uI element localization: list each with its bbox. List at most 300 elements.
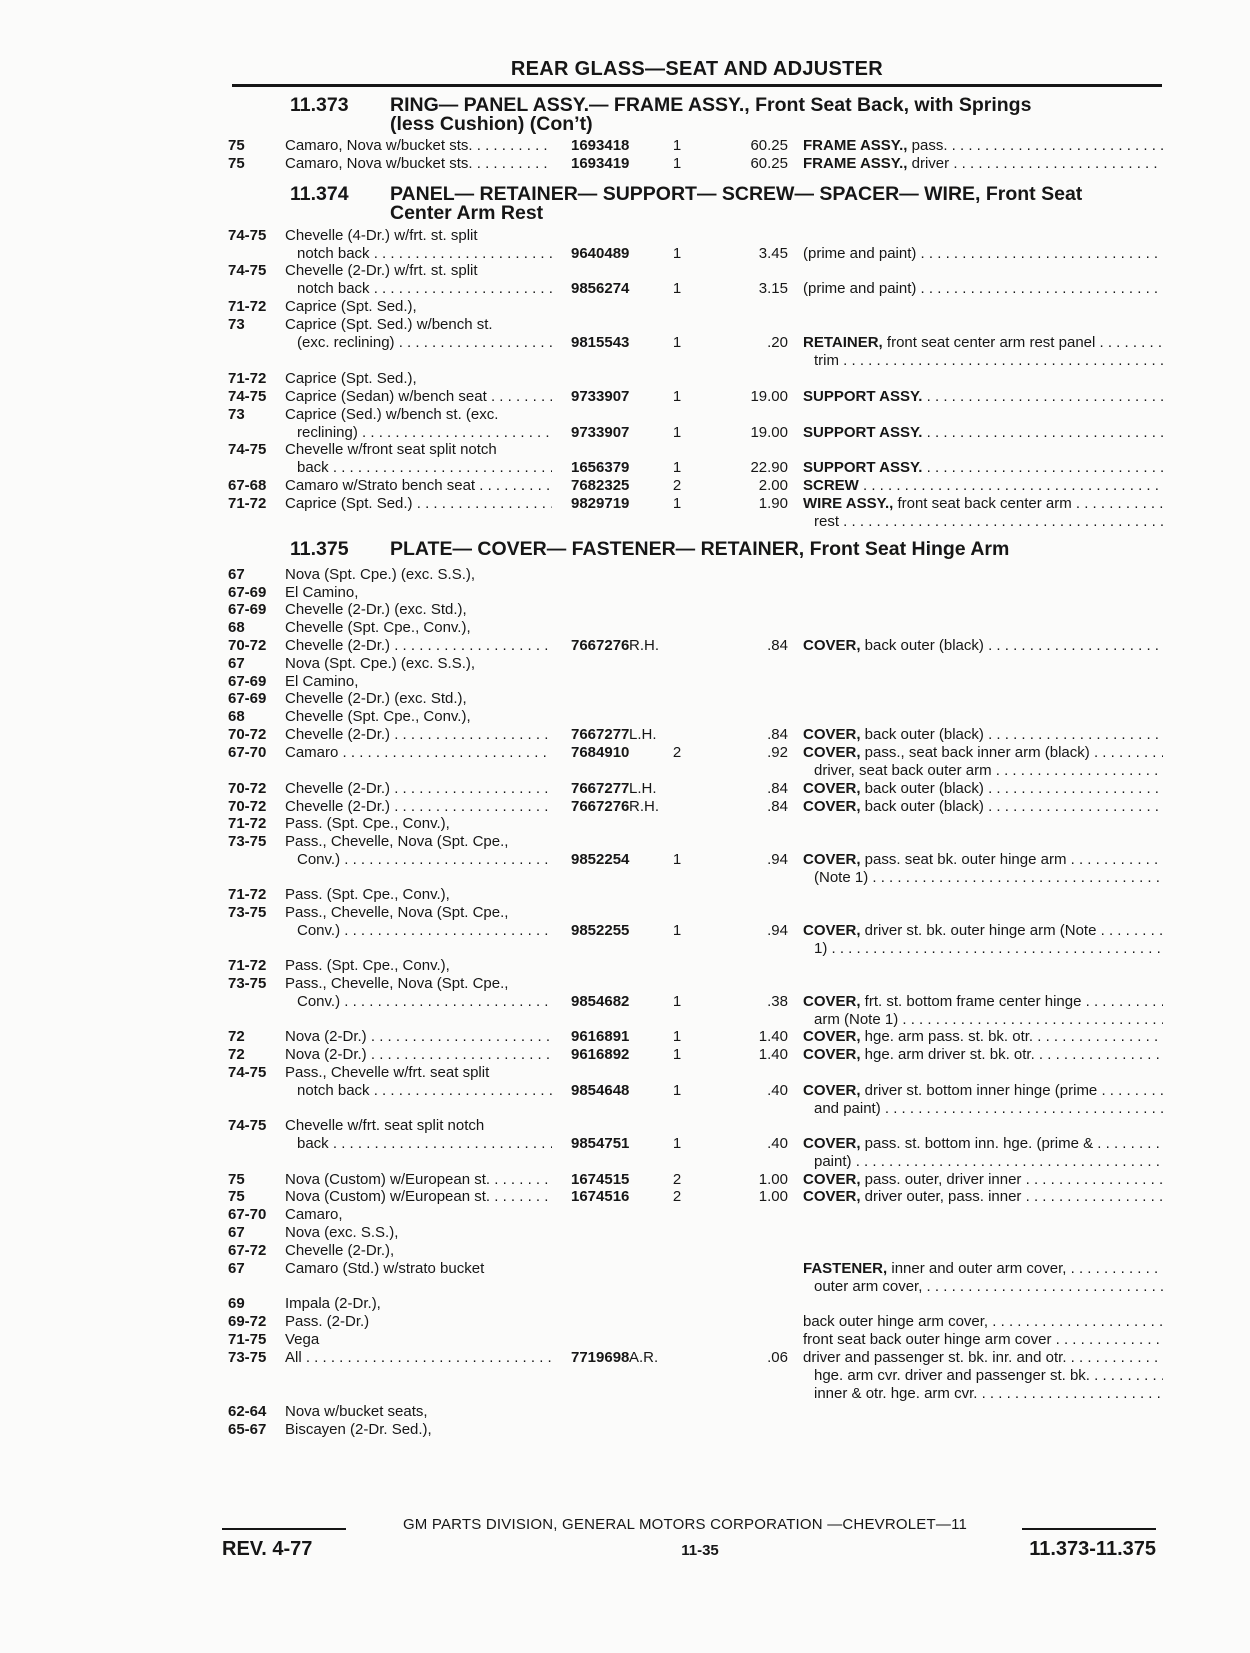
- section-heading: [290, 185, 1170, 223]
- part-detail: pass. seat bk. outer hinge arm: [860, 851, 1067, 868]
- price: 19.00: [750, 388, 788, 405]
- section-number: 11.373: [290, 94, 349, 116]
- part-description: [803, 1313, 1163, 1331]
- page-number: 11-35: [681, 1542, 719, 1559]
- table-row: [228, 1367, 1163, 1387]
- price: 3.15: [758, 280, 788, 297]
- model-year: 62-64: [228, 1403, 267, 1420]
- footer-rule-left: [222, 1528, 346, 1530]
- table-row: [228, 833, 1163, 853]
- model-description: Chevelle (2-Dr.) w/frt. st. split: [285, 262, 478, 279]
- model-year: 67-69: [228, 601, 267, 618]
- footer-rule-right: [1022, 1528, 1156, 1530]
- section-title: RING— PANEL ASSY.— FRAME ASSY., Front Seat Back, with Springs: [390, 94, 1032, 116]
- part-name: SUPPORT ASSY.: [803, 424, 923, 441]
- part-detail: hge. arm pass. st. bk. otr.: [860, 1028, 1034, 1045]
- model-description: Camaro, Nova w/bucket sts. . . .: [285, 155, 552, 173]
- model-description: El Camino,: [285, 673, 359, 690]
- table-row: [228, 1153, 1163, 1173]
- section-title-cont: Center Arm Rest: [390, 202, 544, 224]
- table-row: [228, 227, 1163, 247]
- part-number: 9815543: [571, 334, 630, 351]
- quantity: 1: [672, 1082, 682, 1099]
- model-description: Camaro w/Strato bench seat . . .: [285, 477, 552, 495]
- table-row: [228, 459, 1163, 479]
- model-description: Chevelle (4-Dr.) w/frt. st. split: [285, 227, 478, 244]
- part-description: [803, 744, 1163, 762]
- section-number: 11.375: [290, 538, 349, 560]
- part-name: COVER,: [803, 1046, 861, 1063]
- part-description: [803, 137, 1163, 155]
- model-year: 67: [228, 566, 245, 583]
- model-description: Nova (Spt. Cpe.) (exc. S.S.),: [285, 655, 476, 672]
- model-description: Pass. (Spt. Cpe., Conv.),: [285, 815, 450, 832]
- model-year: 74-75: [228, 388, 267, 405]
- quantity: 1: [672, 495, 682, 512]
- part-description: [803, 637, 1163, 655]
- part-number: 9854682: [571, 993, 630, 1010]
- quantity: 1: [672, 137, 682, 154]
- model-year: 69: [228, 1295, 245, 1312]
- part-number: 9829719: [571, 495, 630, 512]
- price: .92: [767, 744, 788, 761]
- price: .84: [767, 798, 788, 815]
- table-row: [228, 1082, 1163, 1102]
- part-detail: (Note 1): [814, 869, 869, 886]
- model-description: notch back . . .: [297, 280, 552, 298]
- part-number: 1693419: [571, 155, 630, 172]
- model-year: 65-67: [228, 1421, 267, 1438]
- model-year: 67-69: [228, 584, 267, 601]
- table-row: [228, 298, 1163, 318]
- part-detail: back outer (black): [860, 798, 984, 815]
- part-name: COVER,: [803, 744, 861, 761]
- part-detail: back outer (black): [860, 726, 984, 743]
- price: .84: [767, 780, 788, 797]
- model-description: back . . .: [297, 459, 552, 477]
- model-description: Caprice (Spt. Sed.) . . .: [285, 495, 552, 513]
- part-number: 1674515: [571, 1171, 630, 1188]
- part-detail: inner and outer arm cover,: [887, 1260, 1067, 1277]
- side-code: L.H.: [629, 726, 657, 743]
- price: 1.40: [758, 1046, 788, 1063]
- part-number: 9616892: [571, 1046, 630, 1063]
- table-row: [228, 1295, 1163, 1315]
- part-number: 9733907: [571, 424, 630, 441]
- part-description: [803, 495, 1163, 513]
- model-year: 74-75: [228, 441, 267, 458]
- model-description: El Camino,: [285, 584, 359, 601]
- quantity: 1: [672, 245, 682, 262]
- model-year: 71-72: [228, 815, 267, 832]
- model-year: 73: [228, 316, 245, 333]
- table-row: [228, 904, 1163, 924]
- model-description: Nova (Custom) w/European st. . . .: [285, 1188, 552, 1206]
- quantity: 2: [672, 1171, 682, 1188]
- section-title: PANEL— RETAINER— SUPPORT— SCREW— SPACER— WIRE, Front Seat: [390, 183, 1083, 205]
- part-description: [803, 1331, 1163, 1349]
- part-detail: pass. outer, driver inner: [860, 1171, 1022, 1188]
- part-description: [814, 513, 1163, 531]
- table-row: [228, 1260, 1163, 1280]
- part-description: [803, 388, 1163, 406]
- table-row: [228, 637, 1163, 657]
- part-description: [803, 1260, 1163, 1278]
- model-year: 68: [228, 619, 245, 636]
- price: 1.40: [758, 1028, 788, 1045]
- price: .94: [767, 851, 788, 868]
- part-name: COVER,: [803, 1188, 861, 1205]
- model-description: notch back . . .: [297, 1082, 552, 1100]
- part-detail: front seat back center arm: [893, 495, 1072, 512]
- part-number: 7667277: [571, 780, 630, 797]
- part-name: SUPPORT ASSY.: [803, 459, 923, 476]
- part-detail: hge. arm cvr. driver and passenger st. bk.: [814, 1367, 1090, 1384]
- quantity: 1: [672, 280, 682, 297]
- quantity: 1: [672, 1135, 682, 1152]
- model-year: 67-68: [228, 477, 267, 494]
- model-description: Camaro (Std.) w/strato bucket: [285, 1260, 485, 1277]
- part-number: 7682325: [571, 477, 630, 494]
- model-year: 67-70: [228, 1206, 267, 1223]
- part-detail: rest: [814, 513, 840, 530]
- part-name: COVER,: [803, 1135, 861, 1152]
- model-description: Chevelle (2-Dr.) . . .: [285, 637, 552, 655]
- table-row: [228, 406, 1163, 426]
- model-year: 73-75: [228, 975, 267, 992]
- part-number: 7667276: [571, 637, 630, 654]
- model-description: Nova (Spt. Cpe.) (exc. S.S.),: [285, 566, 476, 583]
- table-row: [228, 993, 1163, 1013]
- model-description: reclining) . . .: [297, 424, 552, 442]
- model-year: 74-75: [228, 227, 267, 244]
- quantity: 1: [672, 155, 682, 172]
- table-row: [228, 601, 1163, 621]
- table-row: [228, 762, 1163, 782]
- model-description: Nova (exc. S.S.),: [285, 1224, 399, 1241]
- price: 19.00: [750, 424, 788, 441]
- quantity: 2: [672, 1188, 682, 1205]
- table-row: [228, 690, 1163, 710]
- side-code: A.R.: [629, 1349, 659, 1366]
- model-description: Chevelle w/frt. seat split notch: [285, 1117, 485, 1134]
- model-description: Pass., Chevelle, Nova (Spt. Cpe.,: [285, 975, 509, 992]
- model-description: Pass., Chevelle, Nova (Spt. Cpe.,: [285, 904, 509, 921]
- price: 1.00: [758, 1171, 788, 1188]
- price: 60.25: [750, 137, 788, 154]
- part-name: COVER,: [803, 851, 861, 868]
- part-description: [803, 851, 1163, 869]
- model-year: 72: [228, 1028, 245, 1045]
- part-detail: driver: [907, 155, 950, 172]
- quantity: 1: [672, 993, 682, 1010]
- model-year: 74-75: [228, 1117, 267, 1134]
- part-description: [803, 922, 1163, 940]
- model-description: Biscayen (2-Dr. Sed.),: [285, 1421, 432, 1438]
- model-description: Caprice (Spt. Sed.),: [285, 370, 417, 387]
- model-description: Pass. (Spt. Cpe., Conv.),: [285, 886, 450, 903]
- part-description: [803, 798, 1163, 816]
- table-row: [228, 1331, 1163, 1351]
- model-year: 67-69: [228, 673, 267, 690]
- table-row: [228, 708, 1163, 728]
- part-detail: pass.: [907, 137, 948, 154]
- part-name: COVER,: [803, 1171, 861, 1188]
- part-number: 9854648: [571, 1082, 630, 1099]
- part-number: 7719698: [571, 1349, 630, 1366]
- model-description: Pass., Chevelle w/frt. seat split: [285, 1064, 490, 1081]
- part-number: 7684910: [571, 744, 630, 761]
- table-row: [228, 815, 1163, 835]
- part-description: [814, 762, 1163, 780]
- part-detail: (prime and paint): [803, 245, 917, 262]
- part-name: WIRE ASSY.,: [803, 495, 894, 512]
- table-row: [228, 886, 1163, 906]
- part-name: SCREW: [803, 477, 859, 494]
- model-year: 67-70: [228, 744, 267, 761]
- model-year: 67: [228, 1224, 245, 1241]
- model-description: Chevelle (2-Dr.),: [285, 1242, 395, 1259]
- model-description: Camaro,: [285, 1206, 343, 1223]
- model-year: 67-69: [228, 690, 267, 707]
- table-row: [228, 513, 1163, 533]
- table-row: [228, 352, 1163, 372]
- price: .06: [767, 1349, 788, 1366]
- model-description: notch back . . .: [297, 245, 552, 263]
- model-description: Conv.) . . .: [297, 993, 552, 1011]
- part-detail: inner & otr. hge. arm cvr.: [814, 1385, 978, 1402]
- model-description: Caprice (Sedan) w/bench seat . . .: [285, 388, 552, 406]
- part-number: 1693418: [571, 137, 630, 154]
- table-row: [228, 1242, 1163, 1262]
- part-description: [814, 1153, 1163, 1171]
- title-rule: [232, 84, 1162, 87]
- table-row: [228, 780, 1163, 800]
- page-title: REAR GLASS—SEAT AND ADJUSTER: [510, 58, 884, 80]
- part-number: 9640489: [571, 245, 630, 262]
- section-heading: [290, 96, 1170, 134]
- model-year: 74-75: [228, 1064, 267, 1081]
- part-detail: and paint): [814, 1100, 881, 1117]
- table-row: [228, 1206, 1163, 1226]
- price: .84: [767, 637, 788, 654]
- part-name: COVER,: [803, 1082, 861, 1099]
- part-description: [814, 352, 1163, 370]
- model-year: 73: [228, 406, 245, 423]
- part-description: [803, 1188, 1163, 1206]
- part-name: COVER,: [803, 922, 861, 939]
- part-detail: arm (Note 1): [814, 1011, 899, 1028]
- table-row: [228, 1349, 1163, 1369]
- model-description: Nova w/bucket seats,: [285, 1403, 428, 1420]
- model-year: 71-75: [228, 1331, 267, 1348]
- table-row: [228, 495, 1163, 515]
- model-year: 75: [228, 137, 245, 154]
- model-year: 67: [228, 655, 245, 672]
- table-row: [228, 316, 1163, 336]
- model-description: Chevelle (Spt. Cpe., Conv.),: [285, 708, 471, 725]
- part-detail: hge. arm driver st. bk. otr.: [860, 1046, 1035, 1063]
- part-name: FRAME ASSY.,: [803, 137, 908, 154]
- part-description: [814, 1011, 1163, 1029]
- part-detail: pass. st. bottom inn. hge. (prime &: [860, 1135, 1094, 1152]
- model-year: 73-75: [228, 904, 267, 921]
- quantity: 1: [672, 851, 682, 868]
- model-description: Chevelle (2-Dr.) . . .: [285, 726, 552, 744]
- table-row: [228, 851, 1163, 871]
- part-number: 9852254: [571, 851, 630, 868]
- part-description: [803, 1135, 1163, 1153]
- table-row: [228, 1046, 1163, 1066]
- part-number: 7667276: [571, 798, 630, 815]
- part-detail: pass., seat back inner arm (black): [860, 744, 1090, 761]
- table-row: [228, 155, 1163, 175]
- model-description: Chevelle (2-Dr.) (exc. Std.),: [285, 601, 467, 618]
- part-detail: driver st. bk. outer hinge arm (Note: [860, 922, 1097, 939]
- part-number: 9852255: [571, 922, 630, 939]
- section-number: 11.374: [290, 183, 349, 205]
- model-description: Nova (2-Dr.) . . .: [285, 1046, 552, 1064]
- side-code: R.H.: [629, 798, 659, 815]
- part-description: [803, 1046, 1163, 1064]
- section-heading: [290, 540, 1170, 559]
- quantity: 1: [672, 1046, 682, 1063]
- table-row: [228, 744, 1163, 764]
- quantity: 1: [672, 922, 682, 939]
- part-detail: back outer (black): [860, 637, 984, 654]
- part-number: 1674516: [571, 1188, 630, 1205]
- model-description: All . . .: [285, 1349, 552, 1367]
- model-description: (exc. reclining) . . .: [297, 334, 552, 352]
- quantity: 2: [672, 744, 682, 761]
- price: .20: [767, 334, 788, 351]
- model-description: Pass. (Spt. Cpe., Conv.),: [285, 957, 450, 974]
- model-description: Camaro, Nova w/bucket sts. . . .: [285, 137, 552, 155]
- model-description: Chevelle w/front seat split notch: [285, 441, 497, 458]
- part-detail: back outer hinge arm cover,: [803, 1313, 989, 1330]
- part-detail: front seat center arm rest panel: [882, 334, 1096, 351]
- part-detail: driver st. bottom inner hinge (prime: [860, 1082, 1098, 1099]
- part-detail: front seat back outer hinge arm cover: [803, 1331, 1052, 1348]
- part-name: COVER,: [803, 993, 861, 1010]
- table-row: [228, 1385, 1163, 1405]
- part-description: [814, 1100, 1163, 1118]
- model-description: Caprice (Spt. Sed.) w/bench st.: [285, 316, 493, 333]
- table-row: [228, 1064, 1163, 1084]
- model-year: 75: [228, 1171, 245, 1188]
- part-description: [803, 1028, 1163, 1046]
- table-row: [228, 388, 1163, 408]
- model-year: 75: [228, 155, 245, 172]
- table-row: [228, 619, 1163, 639]
- part-description: [803, 993, 1163, 1011]
- model-year: 68: [228, 708, 245, 725]
- price: .94: [767, 922, 788, 939]
- part-description: [803, 1349, 1163, 1367]
- model-year: 70-72: [228, 780, 267, 797]
- model-description: Camaro . . .: [285, 744, 552, 762]
- model-description: Pass. (2-Dr.): [285, 1313, 370, 1330]
- part-detail: 1): [814, 940, 828, 957]
- model-description: Conv.) . . .: [297, 851, 552, 869]
- part-description: [814, 940, 1163, 958]
- quantity: 1: [672, 388, 682, 405]
- quantity: 1: [672, 334, 682, 351]
- table-row: [228, 137, 1163, 157]
- model-description: Chevelle (2-Dr.) . . .: [285, 780, 552, 798]
- model-description: Chevelle (2-Dr.) . . .: [285, 798, 552, 816]
- part-description: [814, 1278, 1163, 1296]
- section-title-cont: (less Cushion) (Con’t): [390, 113, 593, 135]
- part-description: [814, 1367, 1163, 1385]
- model-description: Nova (Custom) w/European st. . . .: [285, 1171, 552, 1189]
- part-detail: trim: [814, 352, 839, 369]
- part-number: 9616891: [571, 1028, 630, 1045]
- part-description: [814, 1385, 1163, 1403]
- table-row: [228, 726, 1163, 746]
- model-description: Caprice (Sed.) w/bench st. (exc.: [285, 406, 499, 423]
- model-year: 71-72: [228, 957, 267, 974]
- price: 60.25: [750, 155, 788, 172]
- part-detail: frt. st. bottom frame center hinge: [860, 993, 1082, 1010]
- model-description: Chevelle (Spt. Cpe., Conv.),: [285, 619, 471, 636]
- model-year: 71-72: [228, 495, 267, 512]
- table-row: [228, 1117, 1163, 1137]
- part-detail: (prime and paint): [803, 280, 917, 297]
- model-description: back . . .: [297, 1135, 552, 1153]
- table-row: [228, 566, 1163, 586]
- part-number: 7667277: [571, 726, 630, 743]
- part-description: [803, 1171, 1163, 1189]
- model-description: Conv.) . . .: [297, 922, 552, 940]
- table-row: [228, 1135, 1163, 1155]
- table-row: [228, 1421, 1163, 1441]
- part-detail: driver, seat back outer arm: [814, 762, 992, 779]
- footer-division: GM PARTS DIVISION, GENERAL MOTORS CORPORATION —CHEVROLET—11: [402, 1516, 968, 1533]
- model-description: Pass., Chevelle, Nova (Spt. Cpe.,: [285, 833, 509, 850]
- model-year: 71-72: [228, 298, 267, 315]
- table-row: [228, 1403, 1163, 1423]
- price: .84: [767, 726, 788, 743]
- part-description: [814, 869, 1163, 887]
- table-row: [228, 1188, 1163, 1208]
- part-description: [803, 245, 1163, 263]
- part-name: COVER,: [803, 1028, 861, 1045]
- model-description: Nova (2-Dr.) . . .: [285, 1028, 552, 1046]
- quantity: 1: [672, 1028, 682, 1045]
- table-row: [228, 957, 1163, 977]
- part-description: [803, 780, 1163, 798]
- part-name: SUPPORT ASSY.: [803, 388, 923, 405]
- table-row: [228, 477, 1163, 497]
- part-description: [803, 155, 1163, 173]
- price: .40: [767, 1135, 788, 1152]
- model-description: Chevelle (2-Dr.) (exc. Std.),: [285, 690, 467, 707]
- model-year: 73-75: [228, 833, 267, 850]
- part-description: [803, 459, 1163, 477]
- part-number: 9733907: [571, 388, 630, 405]
- model-year: 75: [228, 1188, 245, 1205]
- part-description: [803, 726, 1163, 744]
- part-name: RETAINER,: [803, 334, 883, 351]
- part-description: [803, 280, 1163, 298]
- side-code: R.H.: [629, 637, 659, 654]
- price: .38: [767, 993, 788, 1010]
- model-description: Caprice (Spt. Sed.),: [285, 298, 417, 315]
- table-row: [228, 1313, 1163, 1333]
- model-year: 70-72: [228, 637, 267, 654]
- price: 1.00: [758, 1188, 788, 1205]
